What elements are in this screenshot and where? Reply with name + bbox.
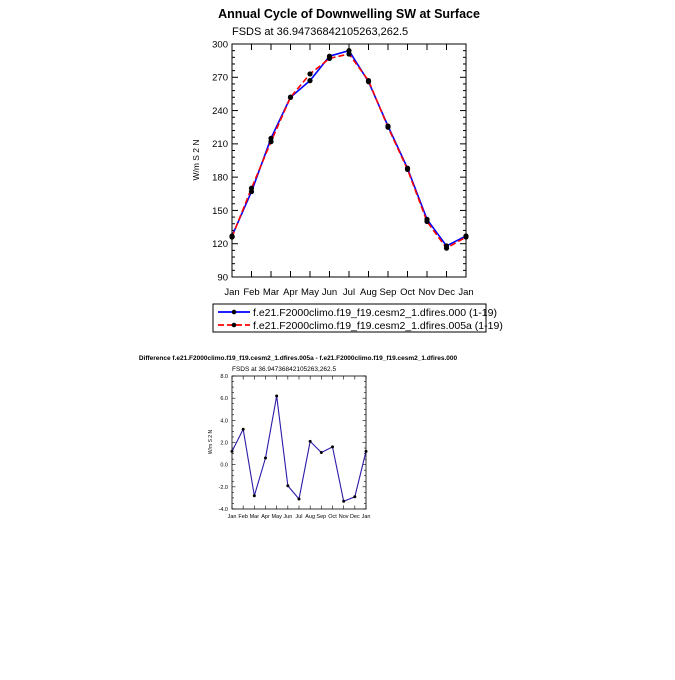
annual-cycle-title: Annual Cycle of Downwelling SW at Surface <box>218 7 480 21</box>
difference-series <box>231 394 368 502</box>
x-tick-label: Dec <box>349 514 360 520</box>
legend-marker-dfires-005a <box>232 323 237 328</box>
x-tick-label: Dec <box>438 287 455 298</box>
y-tick-label: 90 <box>217 272 228 284</box>
series-1-point <box>327 56 332 61</box>
y-tick-label: -4.0 <box>218 506 228 513</box>
series-0-point <box>320 451 323 454</box>
annual-cycle-y-tick-labels <box>212 39 228 283</box>
x-tick-label: Jan <box>224 287 240 298</box>
series-1-point <box>405 167 410 172</box>
legend-label-dfires-005a: f.e21.F2000climo.f19_f19.cesm2_1.dfires.005a (1-19) <box>253 320 503 332</box>
series-line-0 <box>232 396 366 501</box>
annual-cycle-plot-frame <box>232 44 466 277</box>
series-0-point <box>298 498 301 501</box>
x-tick-label: Nov <box>338 514 349 520</box>
x-tick-label: Aug <box>360 287 377 298</box>
x-tick-label: Oct <box>328 514 337 520</box>
series-0-point <box>275 394 278 397</box>
x-tick-label: Jun <box>321 287 338 298</box>
y-tick-label: 270 <box>212 72 228 84</box>
series-1-point <box>366 78 371 83</box>
y-tick-label: -2.0 <box>218 484 228 491</box>
series-1-point <box>268 139 273 144</box>
x-tick-label: Jan <box>361 514 371 520</box>
difference-y-axis-label: W/m S 2 N <box>208 429 214 455</box>
difference-plot-frame <box>232 376 366 509</box>
series-1-point <box>307 71 312 76</box>
annual-cycle-panel <box>191 7 503 332</box>
x-tick-label: Sep <box>379 287 397 298</box>
series-0-point <box>342 500 345 503</box>
y-tick-label: 300 <box>212 39 228 51</box>
x-tick-label: Sep <box>316 514 327 520</box>
x-tick-label: Aug <box>305 514 316 520</box>
annual-cycle-ticks <box>232 44 466 277</box>
series-0-point <box>242 428 245 431</box>
x-tick-label: Nov <box>418 287 436 298</box>
x-tick-label: May <box>301 287 319 298</box>
x-tick-label: May <box>271 514 282 520</box>
y-tick-label: 120 <box>212 239 228 251</box>
y-tick-label: 0.0 <box>220 462 228 469</box>
series-1-point <box>346 51 351 56</box>
legend-marker-dfires-000 <box>232 310 237 315</box>
series-line-0 <box>232 51 466 246</box>
difference-ticks <box>232 376 366 509</box>
x-tick-label: Feb <box>238 514 248 520</box>
annual-cycle-y-axis-label: W/m S 2 N <box>191 139 201 181</box>
series-1-point <box>288 95 293 100</box>
series-1-point <box>424 219 429 224</box>
y-tick-label: 6.0 <box>220 396 228 403</box>
x-tick-label: Mar <box>262 287 280 298</box>
annual-cycle-x-tick-labels <box>224 287 473 298</box>
annual-cycle-legend <box>213 304 503 332</box>
series-0-point <box>264 457 267 460</box>
x-tick-label: Jan <box>227 514 237 520</box>
y-tick-label: 8.0 <box>220 373 228 380</box>
difference-subtitle: FSDS at 36.94736842105263,262.5 <box>232 366 337 373</box>
difference-y-tick-labels <box>219 374 228 513</box>
annual-cycle-series <box>229 48 468 251</box>
y-tick-label: 240 <box>212 105 228 117</box>
x-tick-label: Jun <box>283 514 293 520</box>
series-0-point <box>309 440 312 443</box>
series-0-point <box>353 495 356 498</box>
series-line-1 <box>232 54 466 248</box>
series-0-point <box>331 445 334 448</box>
series-1-point <box>249 186 254 191</box>
series-1-point <box>444 246 449 251</box>
legend-label-dfires-000: f.e21.F2000climo.f19_f19.cesm2_1.dfires.000 (1-19) <box>253 307 497 319</box>
y-tick-label: 210 <box>212 139 228 151</box>
y-tick-label: 180 <box>212 172 228 184</box>
legend-entry-dfires-005a <box>218 320 503 332</box>
y-tick-label: 150 <box>212 205 228 217</box>
series-0-point <box>253 494 256 497</box>
x-tick-label: Mar <box>249 514 260 520</box>
x-tick-label: Jul <box>295 514 303 520</box>
series-0-point <box>307 78 312 83</box>
series-0-point <box>286 484 289 487</box>
x-tick-label: Feb <box>243 287 260 298</box>
x-tick-label: Jan <box>458 287 474 298</box>
x-tick-label: Apr <box>261 514 270 520</box>
series-1-point <box>385 125 390 130</box>
y-tick-label: 4.0 <box>220 418 228 425</box>
x-tick-label: Oct <box>400 287 415 298</box>
y-tick-label: 2.0 <box>220 440 228 447</box>
x-tick-label: Jul <box>342 287 356 298</box>
x-tick-label: Apr <box>283 287 298 298</box>
difference-title: Difference f.e21.F2000climo.f19_f19.cesm2_1.dfires.005a - f.e21.F2000climo.f19_f19.cesm2_1.dfires.000 <box>138 355 458 362</box>
difference-panel <box>139 355 458 520</box>
difference-x-tick-labels <box>228 514 371 520</box>
annual-cycle-subtitle: FSDS at 36.94736842105263,262.5 <box>232 26 409 38</box>
legend-entry-dfires-000 <box>218 307 497 319</box>
